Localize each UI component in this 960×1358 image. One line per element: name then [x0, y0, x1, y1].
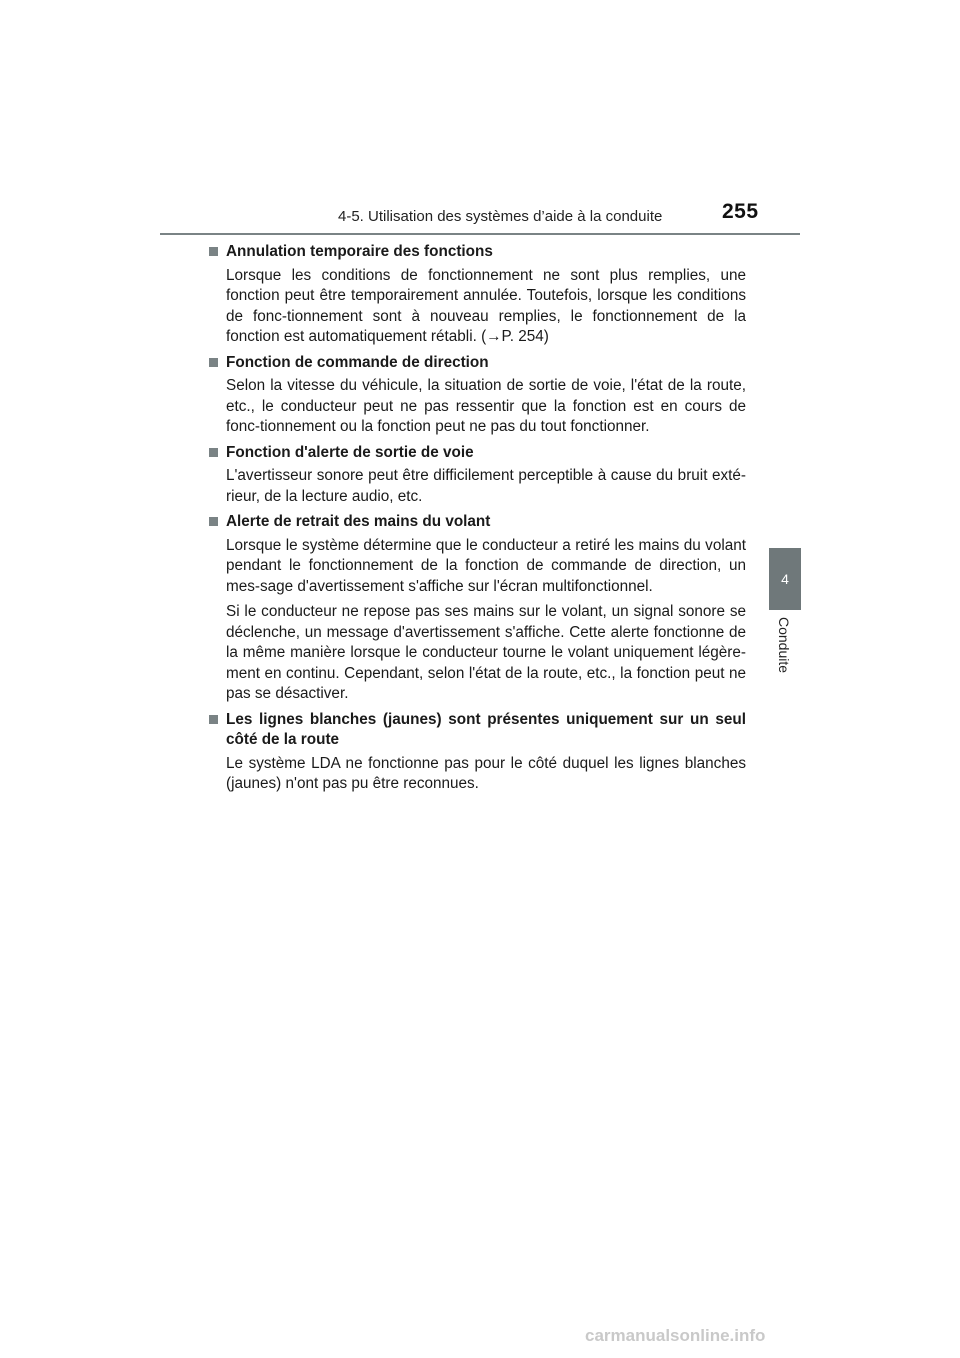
square-bullet-icon: [209, 358, 218, 367]
heading-text: Alerte de retrait des mains du volant: [226, 513, 491, 530]
page-number: 255: [722, 200, 759, 223]
section-alerte-sortie-voie: [211, 443, 746, 508]
paragraph: Le système LDA ne fonctionne pas pour le côté duquel les lignes blanches (jaunes) n'ont pas pu être reconnues.: [226, 754, 746, 792]
section-commande-direction: [211, 353, 746, 438]
section-title: 4-5. Utilisation des systèmes d’aide à la conduite: [338, 208, 663, 225]
watermark: carmanualsonline.info: [585, 1326, 766, 1345]
paragraph: L'avertisseur sonore peut être difficilement perceptible à cause du bruit exté-rieur, de la lecture audio, etc.: [226, 467, 746, 505]
paragraph: Selon la vitesse du véhicule, la situation de sortie de voie, l'état de la route, etc., le conducteur peut ne pas ressentir que la fonction est en cours de fonc-tionnement ou la fonction peut ne pas du tout fonctionner.: [226, 377, 746, 435]
paragraph: Lorsque les conditions de fonctionnement ne sont plus remplies, une fonction peut être temporairement annulée. Toutefois, lorsque les conditions de fonc-tionnement sont à nouveau remplies, le fonctionnement de la fonction est automatiquement rétabli. (→P. 254): [226, 266, 746, 345]
section-heading: [211, 242, 746, 263]
section-lignes-blanches: [211, 710, 746, 795]
section-retrait-mains: [211, 512, 746, 705]
heading-text: Les lignes blanches (jaunes) sont présentes uniquement sur un seul côté de la route: [226, 710, 746, 748]
section-heading: [211, 710, 746, 751]
heading-text: Annulation temporaire des fonctions: [226, 243, 493, 260]
heading-text: Fonction d'alerte de sortie de voie: [226, 443, 474, 461]
section-annulation: [211, 242, 746, 348]
chapter-tab: 4: [769, 548, 801, 610]
square-bullet-icon: [209, 448, 218, 457]
square-bullet-icon: [209, 247, 218, 256]
paragraph: Lorsque le système détermine que le conducteur a retiré les mains du volant pendant le fonctionnement de la fonction de commande de direction, un mes-sage d'avertissement s'affiche sur l'écran multifonctionnel.: [226, 536, 746, 595]
header-divider: [160, 233, 800, 235]
section-heading: [211, 443, 746, 464]
section-heading: [211, 512, 746, 533]
square-bullet-icon: [209, 715, 218, 724]
paragraph: Si le conducteur ne repose pas ses mains sur le volant, un signal sonore se déclenche, un message d'avertissement s'affiche. Cette alerte fonctionne de la même manière lorsque le conducteur tourne le volant uniquement légère-ment en continu. Cependant, selon l'état de la route, etc., la fonction peut ne pas se désactiver.: [226, 603, 746, 702]
square-bullet-icon: [209, 517, 218, 526]
chapter-label: Conduite: [776, 617, 792, 674]
heading-text: Fonction de commande de direction: [226, 353, 489, 371]
section-heading: [211, 353, 746, 374]
page-content: [211, 242, 746, 800]
